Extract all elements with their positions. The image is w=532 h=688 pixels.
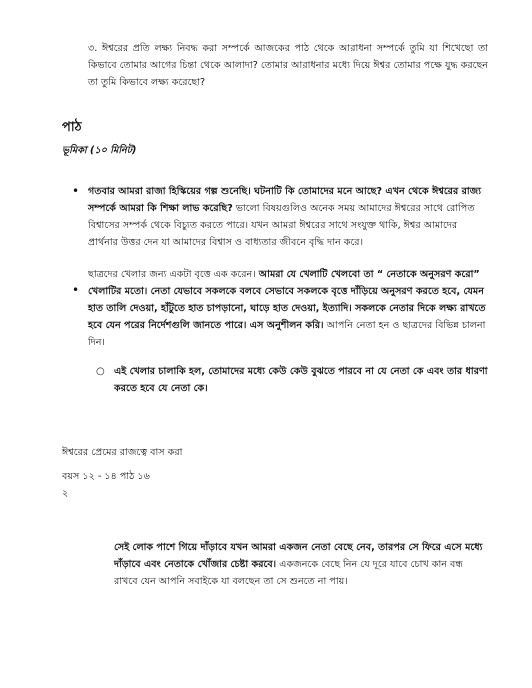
bullet-recap-text: ভালো বিষয়গুলিও অনেক সময় আমাদের ঈশ্বরের সাথে রোপিত বিশ্বাসের সম্পর্ক থেকে বিচ্যুত করতে পারে। যখন আমরা ঈশ্বরের সাথে সংযুক্ত থাকি, ঈশ্বর আমাদের প্রার্থনার উত্তর দেন যা আমাদের বিশ্বাস ও বাধ্যতার জীবনে বৃদ্ধি দান করে। bbox=[88, 203, 475, 248]
game-note bbox=[114, 539, 484, 590]
game-rules-bold: আমরা যে খেলাটি খেলবো তা “ নেতাকে অনুসরণ করো” খেলাটির মতো। নেতা যেভাবে সকলকে বলবে সেভাবে সকলকে বৃত্তে দাঁড়িয়ে অনুসরণ করতে হবে, যেমন হাত তালি দেওয়া, হাঁটুতে হাত চাপড়ানো, ঘাড়ে হাত দেওয়া, ইত্যাদি। সকলকে নেতার দিকে লক্ষ্য রাখতে হবে যেন পরের নির্দেশগুলি জানতে পারে। এস অনুশীলন করি। bbox=[88, 269, 486, 331]
page-number: ২ bbox=[62, 488, 69, 499]
bullet-recap bbox=[72, 183, 488, 251]
footer-title: ঈশ্বরের প্রেমের রাজত্বে বাস করা bbox=[62, 447, 183, 458]
game-setup-text: ছাত্রদের খেলার জন্য একটা বৃত্তে এক করেন। bbox=[88, 269, 259, 280]
bullet-icon: • bbox=[72, 184, 80, 198]
bullet-recap-bold: গতবার আমরা রাজা হিস্কিয়ের গল্প শুনেছি। ঘটনাটি কি তোমাদের মনে আছে? এখন থেকে ঈশ্বরের রাজ্য সম্পর্কে আমরা কি শিক্ষা লাভ করেছি? bbox=[88, 186, 481, 214]
question-3 bbox=[88, 40, 488, 91]
game-instructions bbox=[88, 266, 488, 351]
question-3-number: ৩. bbox=[88, 43, 98, 54]
game-note-bold: সেই লোক পাশে গিয়ে দাঁড়াবে যখন আমরা একজন নেতা বেছে নেব, তারপর সে ফিরে এসে মধ্যে দাঁড়াবে এবং নেতাকে খোঁজার চেষ্টা করবে। bbox=[114, 542, 483, 570]
circle-bullet-icon: ○ bbox=[96, 366, 105, 377]
section-heading: পাঠ bbox=[62, 120, 82, 135]
bullet-icon: • bbox=[72, 283, 80, 297]
sub-bullet-text: এই খেলার চালাকি হল, তোমাদের মধ্যে কেউ কেউ বুঝতে পারবে না যে নেতা কে এবং তার ধারণা করতে হবে যে নেতা কে। bbox=[114, 366, 488, 394]
intro-subheading: ভূমিকা (১০ মিনিট) bbox=[62, 145, 137, 156]
game-note-text: একজনকে বেছে নিন যে দূরে যাবে চোখ কান বন্ধ রাখবে যেন আপনি সবাইকে যা বলছেন তা সে শুনতে না পায়। bbox=[114, 559, 463, 587]
footer-age-lesson: বয়স ১২ - ১৪ পাঠ ১৬ bbox=[62, 471, 150, 482]
game-leader-text: আপনি নেতা হন ও ছাত্রদের বিভিন্ন চালনা দিন। bbox=[88, 320, 486, 348]
sub-bullet bbox=[96, 363, 488, 397]
question-3-text: ঈশ্বরের প্রতি লক্ষ্য নিবদ্ধ করা সম্পর্কে আজকের পাঠ থেকে আরাধনা সম্পর্কে তুমি যা শিখেছো তা কিভাবে তোমার আগের চিন্তা থেকে আলাদা? তোমার আরাধনার মধ্যে দিয়ে ঈশ্বর তোমার পক্ষে যুদ্ধ করছেন তা তুমি কিভাবে লক্ষ্য করেছো? bbox=[88, 43, 488, 88]
